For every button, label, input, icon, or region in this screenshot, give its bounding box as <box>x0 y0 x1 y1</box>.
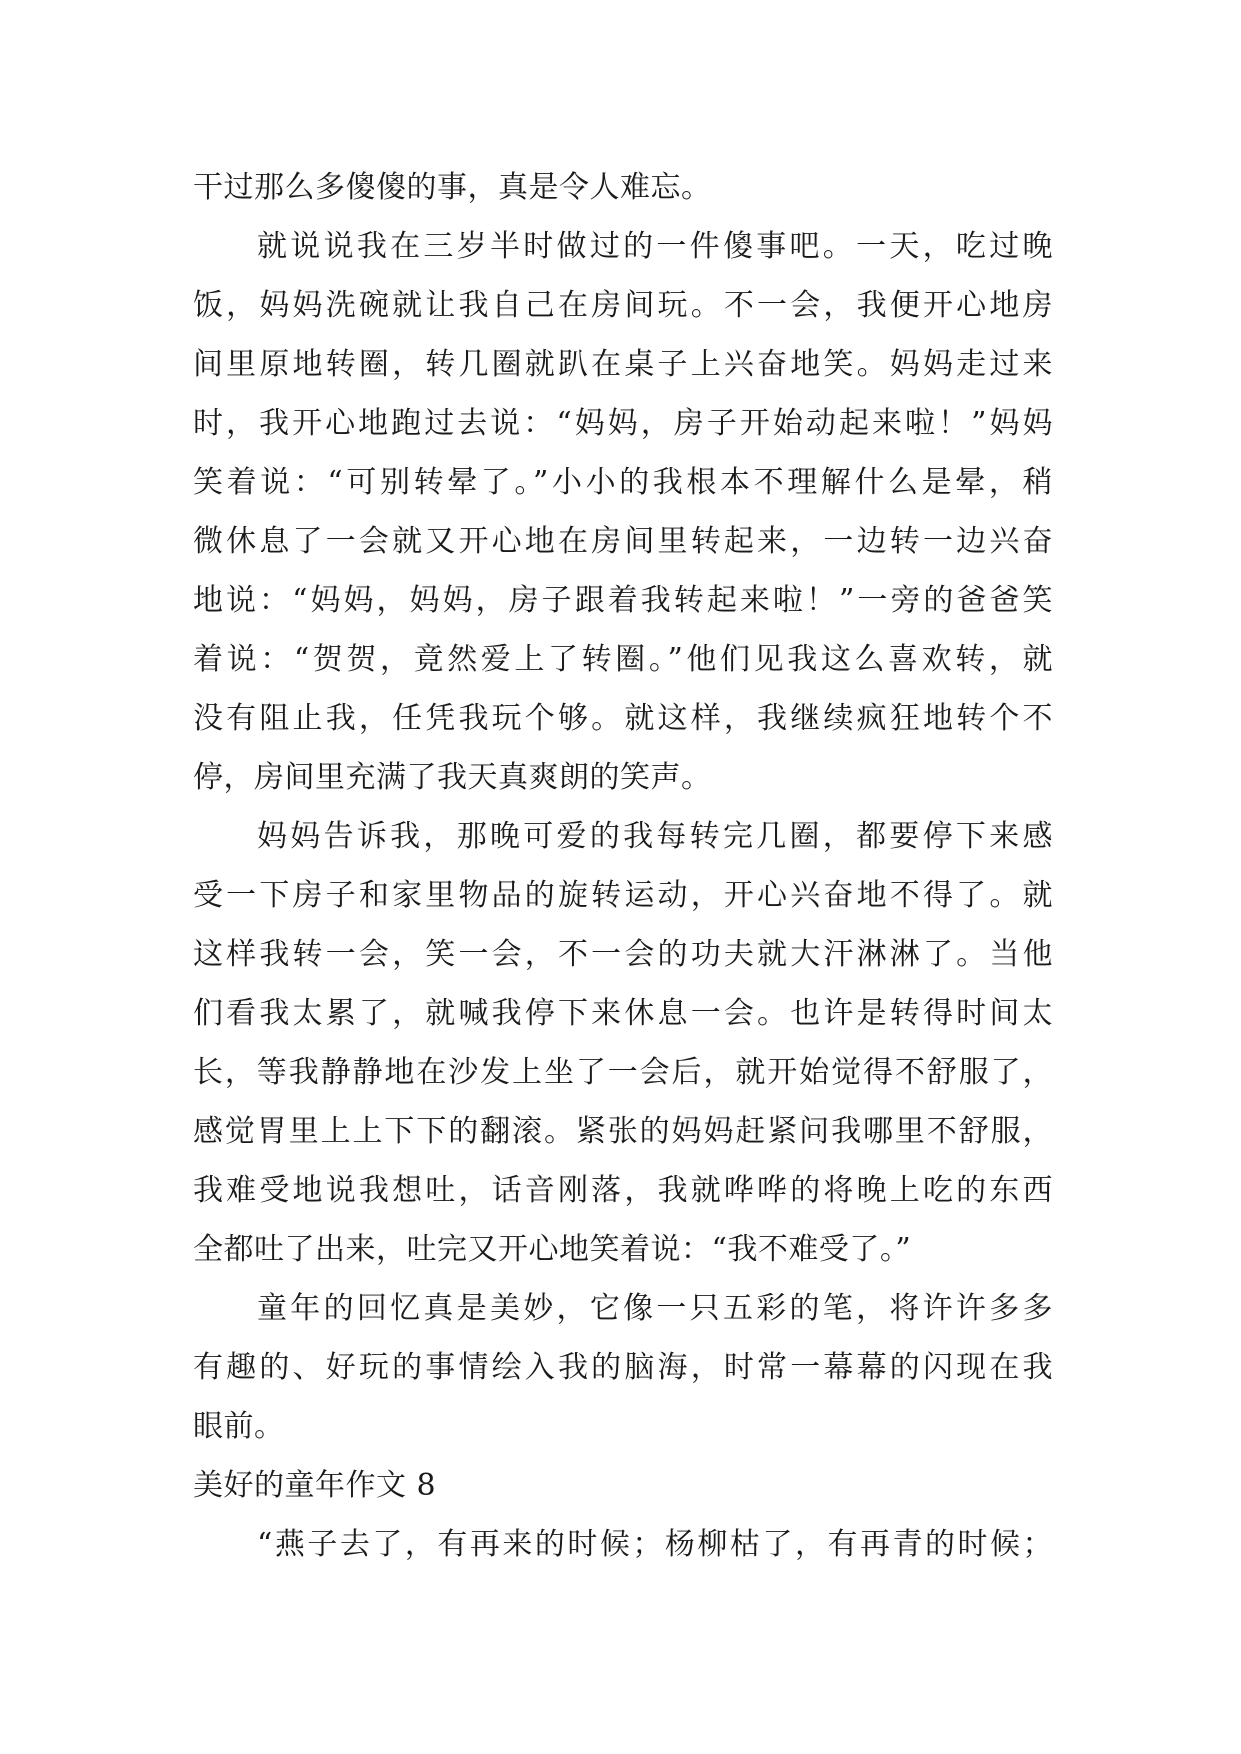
paragraph-3-line-7: 我难受地说我想吐，话音刚落，我就哗哗的将晚上吃的东西 <box>193 1173 1053 1208</box>
article-body <box>193 158 1053 1574</box>
paragraph-2-line-9: 没有阻止我，任凭我玩个够。就这样，我继续疯狂地转个不 <box>193 701 1053 736</box>
paragraph-2-line-7: 地说：“妈妈，妈妈，房子跟着我转起来啦！”一旁的爸爸笑 <box>193 583 1053 618</box>
paragraph-3-line-8: 全都吐了出来，吐完又开心地笑着说：“我不难受了。” <box>193 1232 912 1267</box>
paragraph-2-line-5: 笑着说：“可别转晕了。”小小的我根本不理解什么是晕，稍 <box>193 465 1053 500</box>
paragraph-3-line-1: 妈妈告诉我，那晚可爱的我每转完几圈，都要停下来感 <box>257 819 1053 854</box>
paragraph-2-line-8: 着说：“贺贺，竟然爱上了转圈。”他们见我这么喜欢转，就 <box>193 642 1053 677</box>
paragraph-4-line-3: 眼前。 <box>193 1409 285 1444</box>
paragraph-3-line-5: 长，等我静静地在沙发上坐了一会后，就开始觉得不舒服了， <box>193 1055 1053 1090</box>
paragraph-3-line-2: 受一下房子和家里物品的旋转运动，开心兴奋地不得了。就 <box>193 878 1053 913</box>
paragraph-2-line-1: 就说说我在三岁半时做过的一件傻事吧。一天，吃过晚 <box>257 229 1053 264</box>
paragraph-3-line-3: 这样我转一会，笑一会，不一会的功夫就大汗淋淋了。当他 <box>193 937 1053 972</box>
paragraph-1-line-1: 干过那么多傻傻的事，真是令人难忘。 <box>193 170 712 205</box>
paragraph-2-line-6: 微休息了一会就又开心地在房间里转起来，一边转一边兴奋 <box>193 524 1053 559</box>
section-heading: 美好的童年作文 8 <box>193 1468 437 1503</box>
paragraph-3-line-6: 感觉胃里上上下下的翻滚。紧张的妈妈赶紧问我哪里不舒服， <box>193 1114 1053 1149</box>
paragraph-2-line-3: 间里原地转圈，转几圈就趴在桌子上兴奋地笑。妈妈走过来 <box>193 347 1053 382</box>
paragraph-2-line-2: 饭，妈妈洗碗就让我自己在房间玩。不一会，我便开心地房 <box>193 288 1053 323</box>
paragraph-4-line-2: 有趣的、好玩的事情绘入我的脑海，时常一幕幕的闪现在我 <box>193 1350 1053 1385</box>
paragraph-4-line-1: 童年的回忆真是美妙，它像一只五彩的笔，将许许多多 <box>257 1291 1053 1326</box>
paragraph-2-line-10: 停，房间里充满了我天真爽朗的笑声。 <box>193 760 712 795</box>
paragraph-2-line-4: 时，我开心地跑过去说：“妈妈，房子开始动起来啦！”妈妈 <box>193 406 1053 441</box>
paragraph-3-line-4: 们看我太累了，就喊我停下来休息一会。也许是转得时间太 <box>193 996 1053 1031</box>
paragraph-5-line-1: “燕子去了，有再来的时候；杨柳枯了，有再青的时候； <box>257 1527 1053 1562</box>
